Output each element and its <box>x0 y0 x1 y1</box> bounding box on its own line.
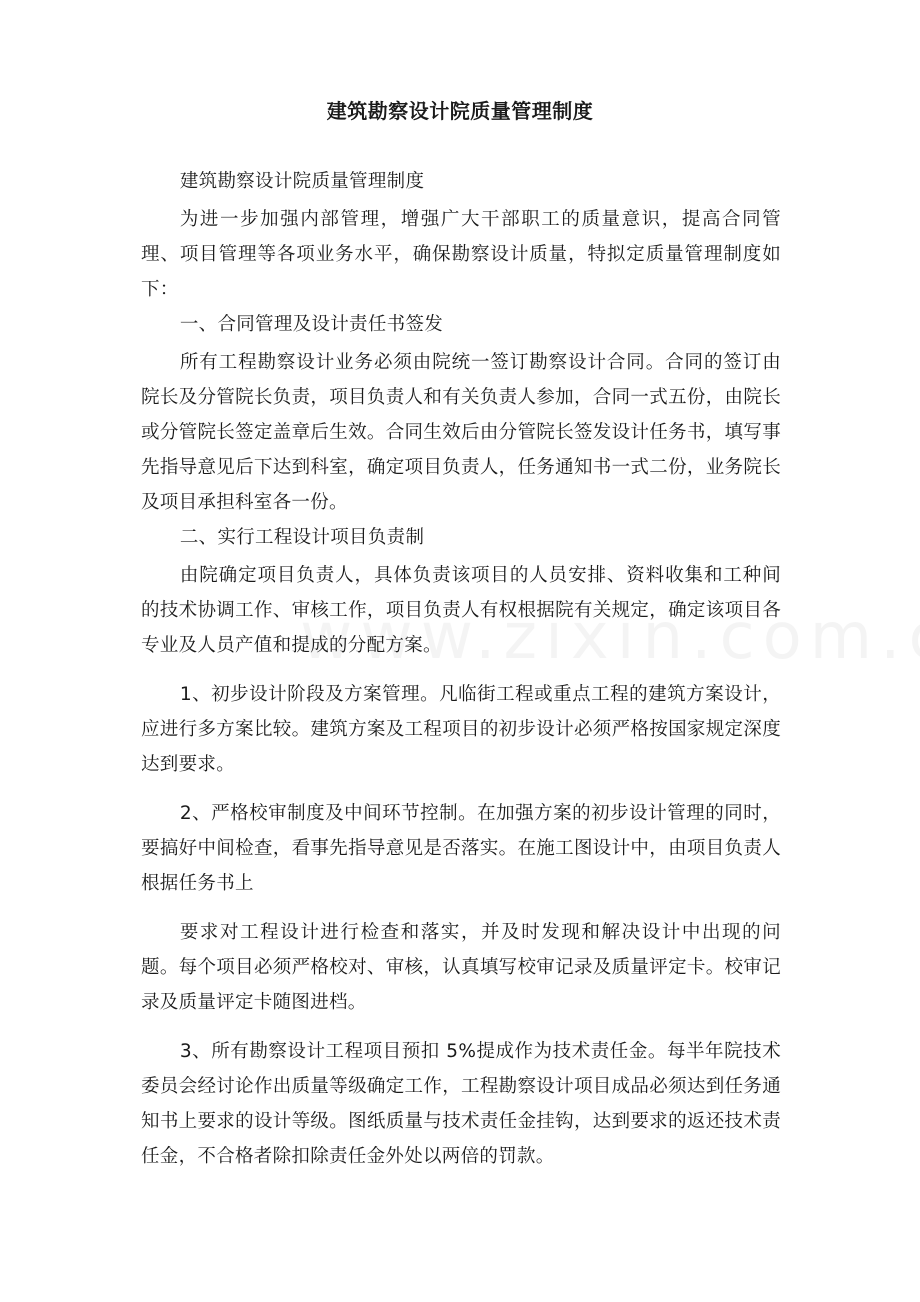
document-title: 建筑勘察设计院质量管理制度 <box>326 99 594 123</box>
paragraph-item-2: 2、严格校审制度及中间环节控制。在加强方案的初步设计管理的同时，要搞好中间检查，看事先指导意见是否落实。在施工图设计中，由项目负责人根据任务书上 <box>141 803 781 894</box>
paragraph-project-lead: 由院确定项目负责人，具体负责该项目的人员安排、资料收集和工种间的技术协调工作、审核工作，项目负责人有权根据院有关规定，确定该项目各专业及人员产值和提成的分配方案。 <box>141 565 781 656</box>
section-heading-1: 一、合同管理及设计责任书签发 <box>179 314 444 335</box>
paragraph-subtitle: 建筑勘察设计院质量管理制度 <box>179 171 425 192</box>
paragraph-intro: 为进一步加强内部管理，增强广大干部职工的质量意识，提高合同管理、项目管理等各项业务水平，确保勘察设计质量，特拟定质量管理制度如下： <box>141 209 781 300</box>
paragraph-item-2-continued: 要求对工程设计进行检查和落实，并及时发现和解决设计中出现的问题。每个项目必须严格校对、审核，认真填写校审记录及质量评定卡。校审记录及质量评定卡随图进档。 <box>141 922 781 1013</box>
paragraph-item-3: 3、所有勘察设计工程项目预扣 5%提成作为技术责任金。每半年院技术委员会经讨论作出质量等级确定工作，工程勘察设计项目成品必须达到任务通知书上要求的设计等级。图纸质量与技术责任金挂钩，达到要求的返还技术责任金，不合格者除扣除责任金外处以两倍的罚款。 <box>141 1041 781 1167</box>
section-heading-2: 二、实行工程设计项目负责制 <box>179 527 425 548</box>
paragraph-item-1: 1、初步设计阶段及方案管理。凡临街工程或重点工程的建筑方案设计，应进行多方案比较。建筑方案及工程项目的初步设计必须严格按国家规定深度达到要求。 <box>141 684 781 775</box>
paragraph-contract: 所有工程勘察设计业务必须由院统一签订勘察设计合同。合同的签订由院长及分管院长负责，项目负责人和有关负责人参加，合同一式五份，由院长或分管院长签定盖章后生效。合同生效后由分管院长签发设计任务书，填写事先指导意见后下达到科室，确定项目负责人，任务通知书一式二份，业务院长及项目承担科室各一份。 <box>141 352 781 513</box>
document-body <box>141 164 781 1174</box>
